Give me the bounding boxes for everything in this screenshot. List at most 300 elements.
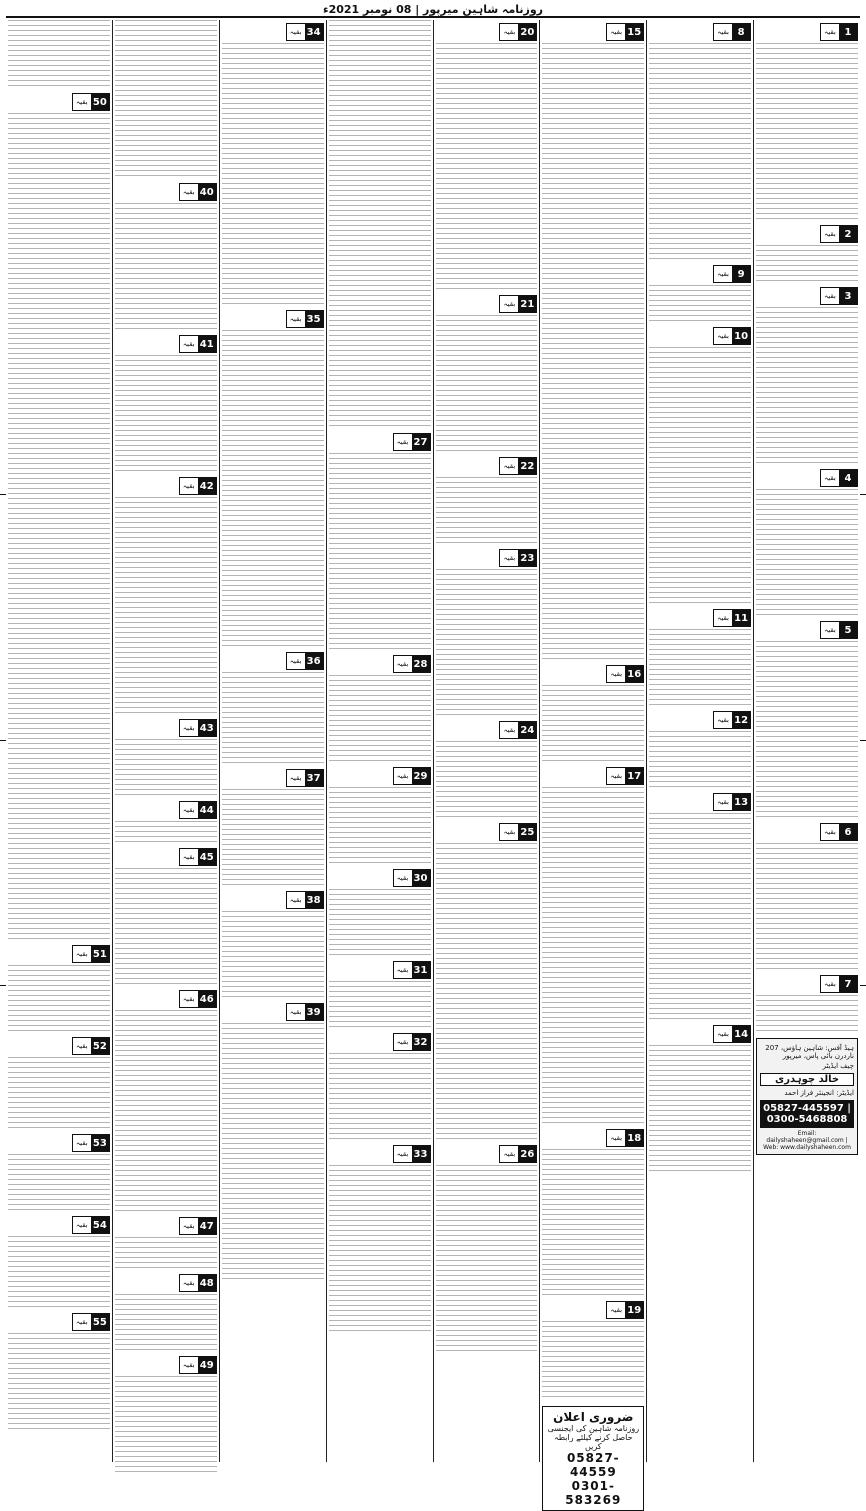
article-text (222, 672, 324, 766)
notice-title: ضروری اعلان (553, 1410, 634, 1424)
continued-marker (756, 469, 858, 487)
continued-marker (222, 310, 324, 328)
article-block (115, 990, 217, 1214)
article-text (436, 741, 538, 820)
continued-label: بقیہ (180, 849, 198, 865)
continued-number: 14 (732, 1026, 750, 1042)
continued-label: بقیہ (607, 1130, 625, 1146)
continued-label: بقیہ (714, 266, 732, 282)
article-block (115, 1356, 217, 1475)
article-block (222, 310, 324, 649)
continued-label: بقیہ (500, 458, 518, 474)
article-text (115, 1294, 217, 1353)
editor-line: ایڈیٹر: انجینئر فراز احمد (784, 1089, 854, 1097)
continued-number: 17 (625, 768, 643, 784)
article-text (756, 641, 858, 820)
continued-marker (115, 335, 217, 353)
continued-label: بقیہ (607, 24, 625, 40)
article-text (115, 739, 217, 798)
article-text (542, 1321, 644, 1400)
continued-marker (436, 457, 538, 475)
column-1 (753, 20, 860, 1462)
article-text (649, 347, 751, 606)
continued-number: 47 (198, 1218, 216, 1234)
continued-number: 48 (198, 1275, 216, 1291)
continued-marker (649, 327, 751, 345)
continued-label: بقیہ (607, 768, 625, 784)
column-5 (326, 20, 433, 1462)
article-block (115, 335, 217, 474)
column-4 (433, 20, 540, 1462)
article-block (649, 265, 751, 324)
continued-marker (222, 891, 324, 909)
article-text (756, 489, 858, 618)
article-block (222, 891, 324, 1000)
continued-label: بقیہ (500, 1146, 518, 1162)
continued-number: 26 (518, 1146, 536, 1162)
continued-marker (649, 1025, 751, 1043)
article-block (649, 793, 751, 1022)
continued-marker (756, 225, 858, 243)
continued-label: بقیہ (500, 722, 518, 738)
continued-number: 24 (518, 722, 536, 738)
column-6 (219, 20, 326, 1462)
article-block (436, 549, 538, 718)
article-text (8, 965, 110, 1034)
article-text (222, 1023, 324, 1282)
article-text (436, 569, 538, 718)
continued-marker (115, 719, 217, 737)
continued-label: بقیہ (394, 1146, 412, 1162)
continued-number: 19 (625, 1302, 643, 1318)
continued-marker (8, 1216, 110, 1234)
continued-label: بقیہ (287, 892, 305, 908)
article-text (8, 1057, 110, 1131)
continued-label: بقیہ (821, 470, 839, 486)
notice-body: روزنامہ شاہین کی ایجنسی حاصل کرنے کیلئے رابطہ کریں (547, 1424, 640, 1451)
article-block (756, 823, 858, 972)
continued-marker (436, 721, 538, 739)
continued-number: 37 (305, 770, 323, 786)
article-block (542, 23, 644, 662)
article-text (115, 1010, 217, 1214)
continued-marker (329, 433, 431, 451)
continued-label: بقیہ (73, 1314, 91, 1330)
continued-number: 30 (412, 870, 430, 886)
fold-mark (860, 494, 866, 495)
continued-label: بقیہ (73, 1135, 91, 1151)
continued-number: 34 (305, 24, 323, 40)
article-block (115, 1217, 217, 1271)
notice-box (542, 1406, 644, 1511)
dateline: روزنامہ شاہین میرپور | 08 نومبر 2021ء (322, 2, 544, 16)
continued-label: بقیہ (714, 712, 732, 728)
continued-marker (115, 1356, 217, 1374)
article-block (649, 1025, 751, 1174)
continued-number: 32 (412, 1034, 430, 1050)
continued-label: بقیہ (500, 296, 518, 312)
continued-number: 13 (732, 794, 750, 810)
article-text (115, 1237, 217, 1271)
continued-number: 12 (732, 712, 750, 728)
continued-marker (756, 23, 858, 41)
continued-number: 16 (625, 666, 643, 682)
continued-number: 15 (625, 24, 643, 40)
article-block (329, 1033, 431, 1142)
article-text (649, 1045, 751, 1174)
article-text (329, 1165, 431, 1334)
continued-number: 11 (732, 610, 750, 626)
continued-label: بقیہ (394, 434, 412, 450)
notice-phone-2: 0301-583269 (565, 1479, 622, 1507)
continued-number: 1 (839, 24, 857, 40)
masthead-address: ہیڈ آفس: شاہین ہاؤس، 207 ناردرن بائی پاس، میرپور (765, 1044, 854, 1060)
continued-label: بقیہ (714, 1026, 732, 1042)
continued-marker (542, 23, 644, 41)
continued-marker (8, 1037, 110, 1055)
continued-label: بقیہ (287, 24, 305, 40)
continued-number: 54 (91, 1217, 109, 1233)
column-3 (539, 20, 646, 1507)
continued-number: 29 (412, 768, 430, 784)
news-columns (6, 20, 860, 1507)
continued-label: بقیہ (394, 768, 412, 784)
article-text (8, 20, 110, 90)
article-block (115, 1274, 217, 1353)
article-text (329, 787, 431, 866)
continued-label: بقیہ (821, 288, 839, 304)
article-text (222, 43, 324, 307)
article-block (8, 1313, 110, 1432)
continued-number: 45 (198, 849, 216, 865)
continued-number: 21 (518, 296, 536, 312)
continued-marker (329, 767, 431, 785)
continued-marker (329, 1033, 431, 1051)
continued-number: 35 (305, 311, 323, 327)
article-block (222, 1003, 324, 1282)
article-block (329, 1145, 431, 1334)
continued-number: 8 (732, 24, 750, 40)
continued-label: بقیہ (180, 336, 198, 352)
continued-number: 53 (91, 1135, 109, 1151)
article-text (115, 821, 217, 845)
article-text (756, 843, 858, 972)
article-block (329, 767, 431, 866)
continued-marker (115, 801, 217, 819)
continued-label: بقیہ (287, 770, 305, 786)
continued-label: بقیہ (714, 24, 732, 40)
continued-number: 27 (412, 434, 430, 450)
continued-marker (756, 287, 858, 305)
continued-label: بقیہ (180, 720, 198, 736)
continued-number: 52 (91, 1038, 109, 1054)
continued-label: بقیہ (287, 311, 305, 327)
article-block (115, 183, 217, 332)
article-block (649, 23, 751, 262)
article-block (436, 295, 538, 454)
article-block (542, 665, 644, 764)
continued-marker (115, 1274, 217, 1292)
continued-label: بقیہ (394, 870, 412, 886)
article-block (436, 1145, 538, 1354)
continued-number: 7 (839, 976, 857, 992)
continued-marker (542, 665, 644, 683)
continued-number: 31 (412, 962, 430, 978)
continued-label: بقیہ (821, 226, 839, 242)
continued-label: بقیہ (500, 24, 518, 40)
continued-label: بقیہ (500, 550, 518, 566)
continued-label: بقیہ (180, 1357, 198, 1373)
continued-number: 3 (839, 288, 857, 304)
article-text (436, 843, 538, 1142)
continued-number: 50 (91, 94, 109, 110)
continued-label: بقیہ (180, 802, 198, 818)
continued-label: بقیہ (73, 946, 91, 962)
continued-label: بقیہ (394, 962, 412, 978)
continued-label: بقیہ (180, 184, 198, 200)
article-block (8, 1134, 110, 1213)
masthead-phones: 05827-445597 | 0300-5468808 (760, 1100, 854, 1128)
continued-number: 39 (305, 1004, 323, 1020)
continued-number: 43 (198, 720, 216, 736)
article-text (649, 629, 751, 708)
continued-number: 6 (839, 824, 857, 840)
article-block (8, 20, 110, 90)
continued-label: بقیہ (180, 478, 198, 494)
article-text (649, 43, 751, 262)
article-text (8, 1333, 110, 1432)
continued-marker (649, 265, 751, 283)
continued-number: 40 (198, 184, 216, 200)
chief-editor-name: خالد چوہدری (760, 1073, 854, 1086)
article-block (756, 23, 858, 222)
continued-marker (756, 823, 858, 841)
continued-marker (756, 621, 858, 639)
article-block (222, 769, 324, 888)
chief-editor-label: چیف ایڈیٹر (822, 1062, 854, 1070)
continued-marker (222, 652, 324, 670)
article-block (8, 1216, 110, 1310)
continued-label: بقیہ (500, 824, 518, 840)
masthead (756, 1038, 858, 1155)
article-text (756, 995, 858, 1034)
article-block (756, 287, 858, 466)
continued-number: 28 (412, 656, 430, 672)
continued-number: 38 (305, 892, 323, 908)
continued-label: بقیہ (821, 976, 839, 992)
continued-marker (222, 1003, 324, 1021)
header-rule (6, 16, 860, 18)
continued-label: بقیہ (73, 1217, 91, 1233)
continued-marker (436, 23, 538, 41)
article-text (649, 731, 751, 790)
continued-label: بقیہ (821, 622, 839, 638)
article-text (649, 285, 751, 324)
continued-number: 5 (839, 622, 857, 638)
article-block (542, 1301, 644, 1400)
continued-marker (115, 477, 217, 495)
continued-marker (649, 793, 751, 811)
article-text (115, 203, 217, 332)
fold-mark (860, 740, 866, 741)
article-block (436, 721, 538, 820)
article-text (222, 911, 324, 1000)
continued-marker (329, 1145, 431, 1163)
article-text (436, 477, 538, 546)
article-block (115, 801, 217, 845)
article-text (542, 685, 644, 764)
article-text (436, 1165, 538, 1354)
article-block (542, 767, 644, 1126)
article-text (649, 813, 751, 1022)
continued-marker (222, 769, 324, 787)
article-text (115, 497, 217, 716)
continued-marker (542, 1129, 644, 1147)
continued-number: 22 (518, 458, 536, 474)
continued-label: بقیہ (821, 24, 839, 40)
continued-marker (222, 23, 324, 41)
article-text (756, 43, 858, 222)
article-block (8, 1037, 110, 1131)
continued-marker (436, 1145, 538, 1163)
continued-label: بقیہ (394, 1034, 412, 1050)
article-text (115, 355, 217, 474)
masthead-web: Email: dailyshaheen@gmail.com | Web: www.dailyshaheen.com (763, 1130, 851, 1151)
article-text (329, 453, 431, 652)
column-2 (646, 20, 753, 1462)
article-text (756, 307, 858, 466)
article-text (115, 868, 217, 987)
article-block (649, 609, 751, 708)
continued-number: 4 (839, 470, 857, 486)
article-block (222, 652, 324, 766)
continued-label: بقیہ (394, 656, 412, 672)
article-block (756, 469, 858, 618)
continued-label: بقیہ (714, 610, 732, 626)
continued-marker (329, 655, 431, 673)
article-text (115, 20, 217, 180)
article-block (436, 457, 538, 546)
article-text (542, 787, 644, 1126)
continued-label: بقیہ (73, 94, 91, 110)
continued-marker (436, 823, 538, 841)
article-block (436, 823, 538, 1142)
continued-number: 49 (198, 1357, 216, 1373)
article-block (329, 655, 431, 764)
continued-marker (115, 1217, 217, 1235)
continued-marker (649, 609, 751, 627)
continued-marker (436, 295, 538, 313)
article-block (115, 477, 217, 716)
continued-number: 46 (198, 991, 216, 1007)
article-text (8, 1236, 110, 1310)
continued-number: 9 (732, 266, 750, 282)
continued-number: 36 (305, 653, 323, 669)
article-block (329, 869, 431, 958)
continued-label: بقیہ (714, 328, 732, 344)
article-text (222, 789, 324, 888)
article-text (8, 113, 110, 942)
article-block (222, 23, 324, 307)
continued-label: بقیہ (821, 824, 839, 840)
continued-marker (115, 990, 217, 1008)
continued-marker (8, 1134, 110, 1152)
continued-number: 23 (518, 550, 536, 566)
article-block (115, 719, 217, 798)
continued-label: بقیہ (287, 1004, 305, 1020)
continued-label: بقیہ (180, 1275, 198, 1291)
continued-label: بقیہ (607, 666, 625, 682)
continued-marker (329, 869, 431, 887)
article-block (649, 711, 751, 790)
continued-number: 2 (839, 226, 857, 242)
continued-number: 10 (732, 328, 750, 344)
article-block (649, 327, 751, 606)
continued-number: 42 (198, 478, 216, 494)
continued-label: بقیہ (180, 991, 198, 1007)
article-text (329, 20, 431, 430)
article-text (329, 675, 431, 764)
column-8 (6, 20, 112, 1462)
continued-marker (8, 945, 110, 963)
continued-marker (542, 767, 644, 785)
continued-label: بقیہ (73, 1038, 91, 1054)
continued-number: 18 (625, 1130, 643, 1146)
article-text (756, 245, 858, 284)
article-text (329, 981, 431, 1030)
column-7 (112, 20, 219, 1462)
continued-number: 51 (91, 946, 109, 962)
article-block (756, 621, 858, 820)
continued-marker (329, 961, 431, 979)
continued-marker (756, 975, 858, 993)
continued-marker (8, 1313, 110, 1331)
article-block (329, 433, 431, 652)
article-block (329, 961, 431, 1030)
continued-label: بقیہ (180, 1218, 198, 1234)
continued-label: بقیہ (287, 653, 305, 669)
article-text (542, 1149, 644, 1298)
continued-number: 33 (412, 1146, 430, 1162)
article-block (542, 1129, 644, 1298)
article-block (756, 975, 858, 1034)
article-block (436, 23, 538, 292)
continued-marker (8, 93, 110, 111)
continued-marker (649, 23, 751, 41)
continued-number: 41 (198, 336, 216, 352)
notice-phone-1: 05827-44559 (566, 1451, 620, 1479)
article-text (222, 330, 324, 649)
continued-label: بقیہ (607, 1302, 625, 1318)
article-text (329, 889, 431, 958)
article-block (329, 20, 431, 430)
continued-number: 44 (198, 802, 216, 818)
continued-marker (649, 711, 751, 729)
article-block (756, 225, 858, 284)
continued-label: بقیہ (714, 794, 732, 810)
article-text (329, 1053, 431, 1142)
continued-marker (115, 848, 217, 866)
article-text (8, 1154, 110, 1213)
continued-marker (542, 1301, 644, 1319)
article-text (436, 43, 538, 292)
article-text (436, 315, 538, 454)
page-header (0, 0, 866, 18)
fold-mark (860, 985, 866, 986)
continued-marker (115, 183, 217, 201)
continued-number: 55 (91, 1314, 109, 1330)
article-block (8, 93, 110, 942)
